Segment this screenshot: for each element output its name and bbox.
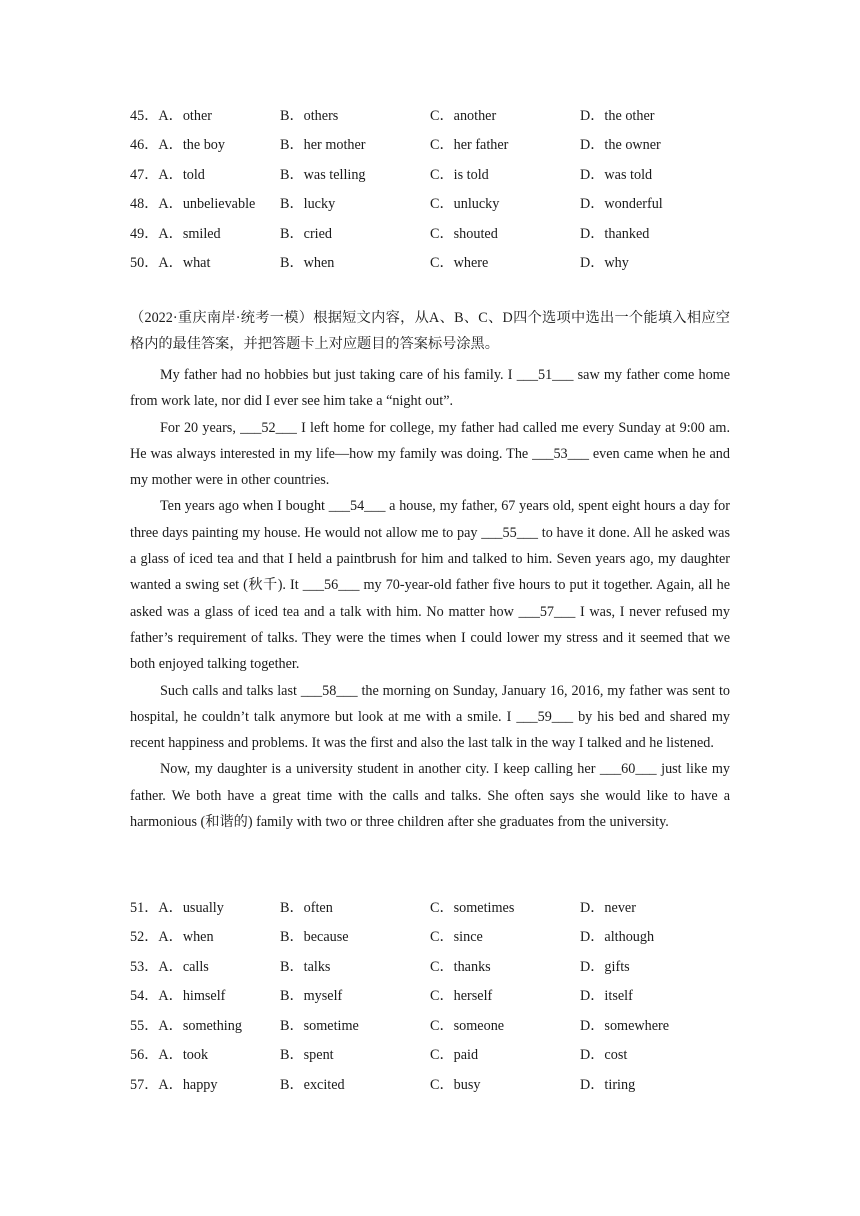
question-49-option-c: C．shouted (430, 225, 498, 242)
question-54-option-a: 54．A．himself (130, 988, 226, 1005)
question-53-option-d: D．gifts (580, 958, 630, 975)
question-52-option-a: 52．A．when (130, 929, 214, 946)
question-57-option-a: 57．A．happy (130, 1076, 218, 1093)
question-56-option-b: B．spent (280, 1047, 334, 1064)
question-row-52 (130, 922, 750, 952)
question-45-option-b: B．others (280, 107, 339, 124)
question-50-option-c: C．where (430, 255, 489, 272)
passage-paragraph-2: For 20 years, ___52___ I left home for college, my father had called me every Sunday at 9:00 am. He was always interested in my life—how my family was doing. The ___53___ even came when he and my mother were in other countries. (130, 419, 730, 489)
question-54-option-d: D．itself (580, 988, 633, 1005)
question-57-option-c: C．busy (430, 1076, 481, 1093)
question-row-49 (130, 218, 750, 248)
question-51-option-b: B．often (280, 899, 333, 916)
section-instructions: （2022·重庆南岸·统考一模）根据短文内容，从A、B、C、D四个选项中选出一个能填入相应空格内的最佳答案，并把答题卡上对应题目的答案标号涂黑。 (130, 310, 730, 352)
question-49-option-b: B．cried (280, 225, 333, 242)
question-row-53 (130, 951, 750, 981)
question-45-option-d: D．the other (580, 107, 655, 124)
question-46-option-a: 46．A．the boy (130, 137, 225, 154)
question-row-51 (130, 892, 750, 922)
question-54-option-c: C．herself (430, 988, 493, 1005)
question-50-option-a: 50．A．what (130, 255, 211, 272)
question-48-option-d: D．wonderful (580, 196, 663, 213)
question-47-option-b: B．was telling (280, 166, 366, 183)
question-52-option-c: C．since (430, 929, 483, 946)
passage-paragraph-4: Such calls and talks last ___58___ the morning on Sunday, January 16, 2016, my father was sent to hospital, he couldn’t talk anymore but look at me with a smile. I ___59___ by his bed and shared my recent happiness and problems. It was the first and also the last talk in the way I talked and he listened. (130, 682, 730, 752)
question-row-56 (130, 1040, 750, 1070)
question-45-option-c: C．another (430, 107, 497, 124)
question-row-48 (130, 189, 750, 219)
question-56-option-a: 56．A．took (130, 1047, 209, 1064)
question-49-option-a: 49．A．smiled (130, 225, 221, 242)
question-57-option-d: D．tiring (580, 1076, 636, 1093)
question-56-option-d: D．cost (580, 1047, 628, 1064)
question-48-option-b: B．lucky (280, 196, 336, 213)
question-row-54 (130, 981, 750, 1011)
question-48-option-a: 48．A．unbelievable (130, 196, 256, 213)
question-45-option-a: 45．A．other (130, 107, 212, 124)
question-row-47 (130, 159, 750, 189)
options-table-51-57 (130, 892, 750, 1099)
cloze-passage (130, 362, 730, 835)
passage-paragraph-3: Ten years ago when I bought ___54___ a house, my father, 67 years old, spent eight hours a day for three days painting my house. He would not allow me to pay ___55___ to have it done. All he asked was a glass of iced tea and that I held a paintbrush for him and talked to him. Seven years ago, my daughter wanted a swing set (秋千). It ___56___ my 70-year-old father five hours to put it together. Again, all he asked was a glass of iced tea and a talk with him. No matter how ___57___ I was, I never refused my father’s requirement of talks. They were the times when I could lower my stress and it seemed that we both enjoyed talking together. (130, 498, 730, 673)
options-table-45-50 (130, 100, 750, 277)
question-55-option-c: C．someone (430, 1017, 505, 1034)
question-55-option-b: B．sometime (280, 1017, 359, 1034)
question-47-option-a: 47．A．told (130, 166, 205, 183)
question-47-option-d: D．was told (580, 166, 653, 183)
question-56-option-c: C．paid (430, 1047, 479, 1064)
question-46-option-b: B．her mother (280, 137, 366, 154)
question-53-option-c: C．thanks (430, 958, 491, 975)
passage-paragraph-1: My father had no hobbies but just taking care of his family. I ___51___ saw my father come home from work late, nor did I ever see him take a “night out”. (130, 367, 730, 410)
question-51-option-d: D．never (580, 899, 636, 916)
question-row-45 (130, 100, 750, 130)
question-55-option-d: D．somewhere (580, 1017, 670, 1034)
question-52-option-b: B．because (280, 929, 349, 946)
question-row-57 (130, 1069, 750, 1099)
question-57-option-b: B．excited (280, 1076, 345, 1093)
question-row-55 (130, 1010, 750, 1040)
question-50-option-b: B．when (280, 255, 335, 272)
question-row-46 (130, 130, 750, 160)
question-46-option-d: D．the owner (580, 137, 661, 154)
question-50-option-d: D．why (580, 255, 629, 272)
question-51-option-c: C．sometimes (430, 899, 515, 916)
question-51-option-a: 51．A．usually (130, 899, 224, 916)
passage-paragraph-5: Now, my daughter is a university student in another city. I keep calling her ___60___ just like my father. We both have a great time with the calls and talks. She often says she would like to have a harmonious (和谐的) family with two or three children after she graduates from the university. (130, 761, 730, 831)
question-55-option-a: 55．A．something (130, 1017, 242, 1034)
question-54-option-b: B．myself (280, 988, 343, 1005)
question-48-option-c: C．unlucky (430, 196, 500, 213)
question-52-option-d: D．although (580, 929, 655, 946)
question-53-option-b: B．talks (280, 958, 331, 975)
question-row-50 (130, 248, 750, 278)
question-46-option-c: C．her father (430, 137, 509, 154)
question-53-option-a: 53．A．calls (130, 958, 209, 975)
question-49-option-d: D．thanked (580, 225, 650, 242)
question-47-option-c: C．is told (430, 166, 489, 183)
